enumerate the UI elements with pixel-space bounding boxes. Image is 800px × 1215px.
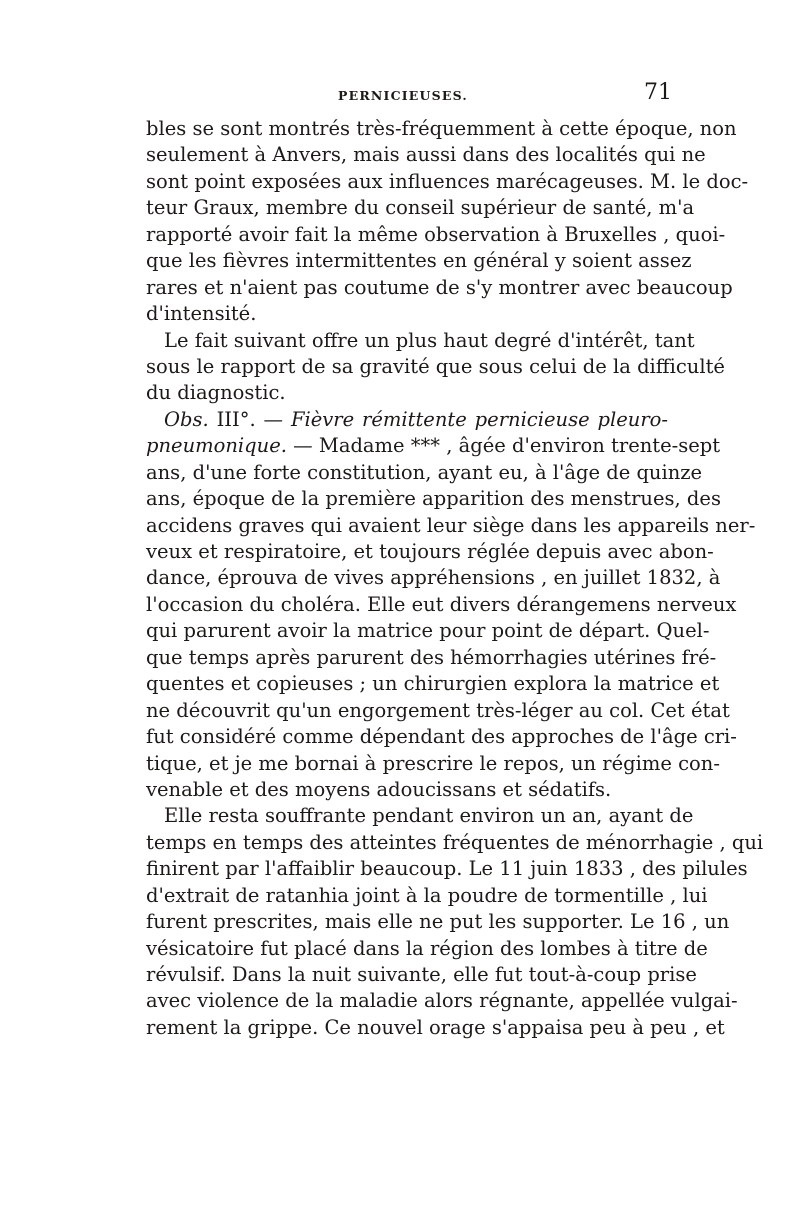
- text-line: tique, et je me bornai à prescrire le repos, un régime con-: [146, 751, 720, 775]
- obs-text: — Madame *** , âgée d'environ trente-sept: [293, 434, 721, 458]
- text-line: teur Graux, membre du conseil supérieur de santé, m'a: [146, 196, 695, 220]
- text-line: dance, éprouva de vives appréhensions , en juillet 1832, à: [146, 566, 721, 590]
- text-line: rement la grippe. Ce nouvel orage s'appaisa peu à peu , et: [146, 1015, 725, 1039]
- text-line: temps en temps des atteintes fréquentes de ménorrhagie , qui: [146, 830, 764, 854]
- text-line: seulement à Anvers, mais aussi dans des localités qui ne: [146, 143, 706, 167]
- text-line: d'extrait de ratanhia joint à la poudre de tormentille , lui: [146, 883, 708, 907]
- text-line: révulsif. Dans la nuit suivante, elle fut tout-à-coup prise: [146, 963, 697, 986]
- text-line: que temps après parurent des hémorrhagies utérines fré-: [146, 645, 717, 669]
- text-line: ne découvrit qu'un engorgement très-léger au col. Cet état: [146, 698, 730, 722]
- text-line: l'occasion du choléra. Elle eut divers dérangemens nerveux: [146, 592, 737, 616]
- text-line: avec violence de la maladie alors régnante, appellée vulgai-: [146, 989, 738, 1013]
- text-line: ans, d'une forte constitution, ayant eu, à l'âge de quinze: [146, 460, 703, 484]
- text-line: Le fait suivant offre un plus haut degré d'intérêt, tant: [164, 328, 695, 352]
- running-head: PERNICIEUSES.: [338, 88, 468, 103]
- observation-subtitle-line: [146, 433, 721, 459]
- text-line: quentes et copieuses ; un chirurgien explora la matrice et: [146, 672, 720, 696]
- text-line: finirent par l'affaiblir beaucoup. Le 11 juin 1833 , des pilules: [146, 857, 748, 881]
- text-line: sous le rapport de sa gravité que sous celui de la difficulté: [146, 354, 725, 378]
- text-line: fut considéré comme dépendant des approches de l'âge cri-: [146, 725, 737, 749]
- obs-number: III°. —: [216, 407, 291, 431]
- body-text: [146, 116, 764, 1041]
- obs-label: Obs.: [164, 407, 209, 431]
- text-line: qui parurent avoir la matrice pour point de départ. Quel-: [146, 619, 710, 643]
- observation-heading-line: [146, 407, 668, 433]
- text-line: sont point exposées aux influences marécageuses. M. le doc-: [146, 169, 749, 193]
- text-line: d'intensité.: [146, 302, 257, 326]
- text-line: bles se sont montrés très-fréquemment à cette époque, non: [146, 117, 737, 140]
- page-number: 71: [644, 80, 672, 105]
- text-line: vésicatoire fut placé dans la région des lombes à titre de: [146, 936, 708, 960]
- text-line: Elle resta souffrante pendant environ un an, ayant de: [164, 804, 694, 828]
- text-line: rares et n'aient pas coutume de s'y montrer avec beaucoup: [146, 275, 733, 299]
- text-line: rapporté avoir fait la même observation à Bruxelles , quoi-: [146, 222, 726, 246]
- obs-title-part1: Fièvre rémittente pernicieuse pleuro-: [290, 407, 668, 431]
- text-line: que les fièvres intermittentes en général y soient assez: [146, 249, 692, 273]
- text-line: veux et respiratoire, et toujours réglée depuis avec abon-: [146, 540, 714, 563]
- text-line: accidens graves qui avaient leur siège dans les appareils ner-: [146, 513, 756, 537]
- text-line: ans, époque de la première apparition des menstrues, des: [146, 487, 721, 511]
- text-line: venable et des moyens adoucissans et sédatifs.: [146, 777, 612, 801]
- text-line: furent prescrites, mais elle ne put les supporter. Le 16 , un: [146, 910, 730, 934]
- obs-title-part2: pneumonique.: [146, 434, 287, 458]
- text-line: du diagnostic.: [146, 381, 286, 405]
